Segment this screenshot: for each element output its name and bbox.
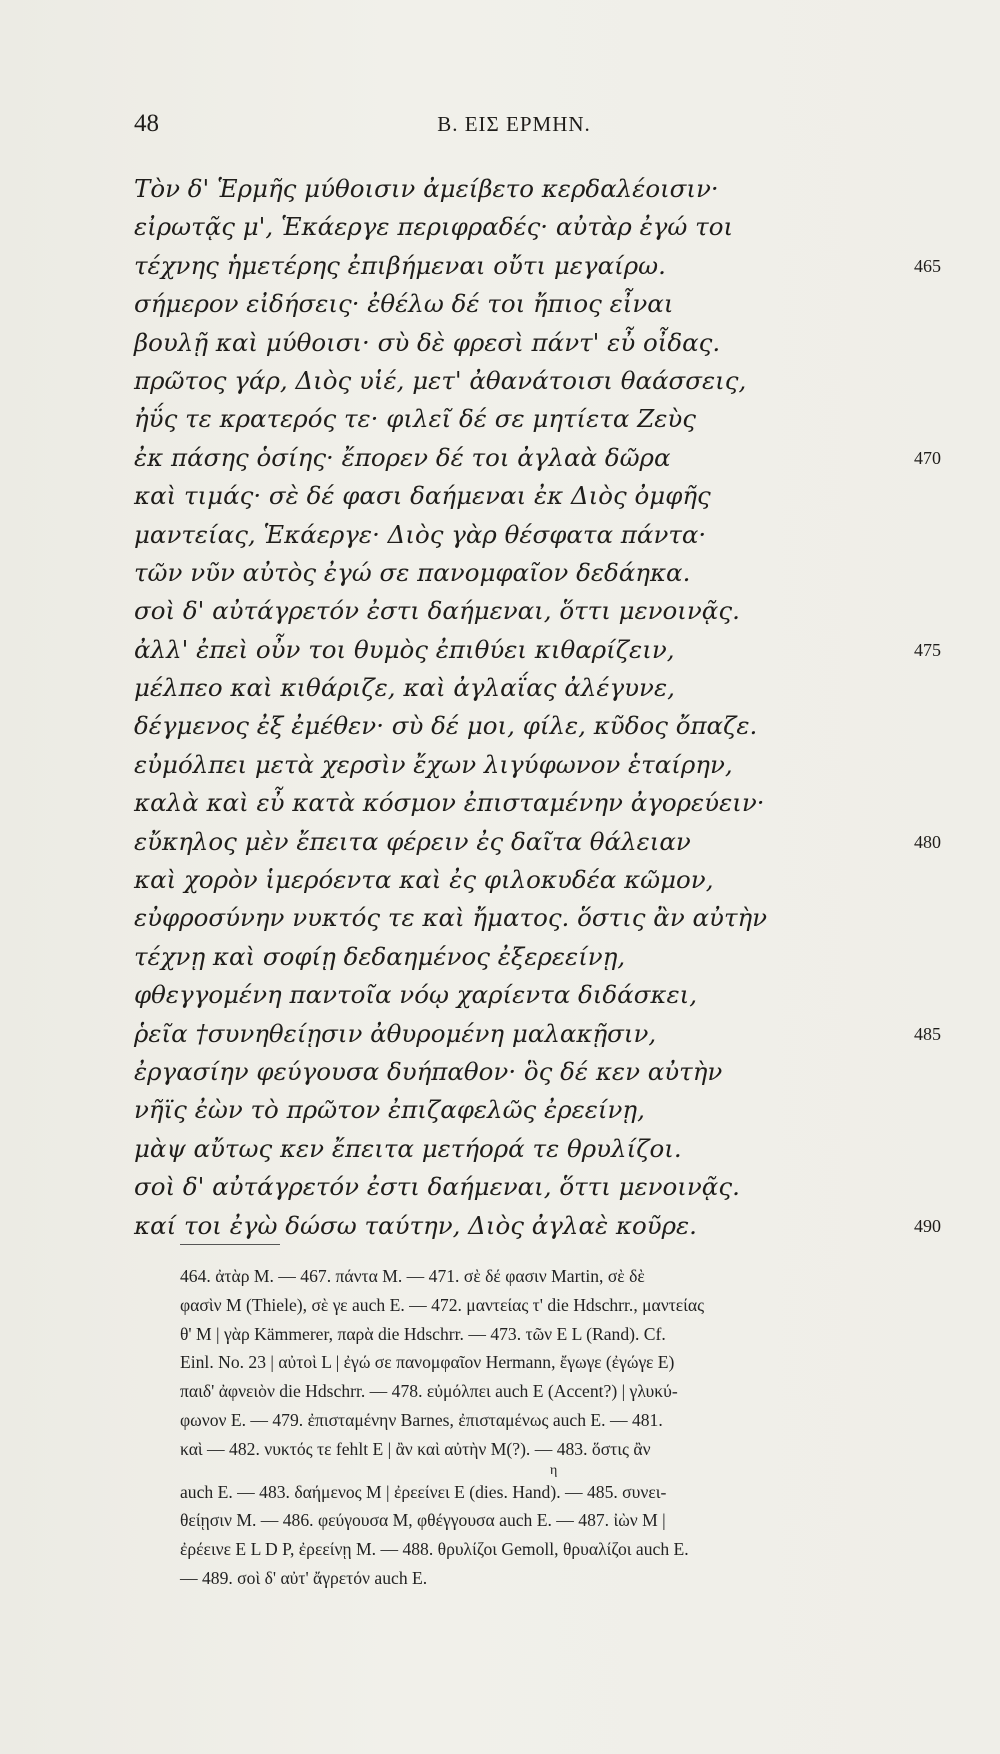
verse-line	[134, 784, 944, 822]
verse-line	[134, 554, 944, 592]
verse-line	[134, 669, 944, 707]
verse-line	[134, 1091, 944, 1129]
line-number: 485	[914, 1023, 941, 1044]
verse-text: τῶν νῦν αὐτὸς ἐγώ σε πανομφαῖον δεδάηκα.	[134, 557, 691, 587]
verse-line	[134, 976, 944, 1014]
verse-line	[134, 631, 944, 669]
verse-text: μὰψ αὔτως κεν ἔπειτα μετήορά τε θρυλίζοι.	[134, 1133, 682, 1163]
verse-line	[134, 746, 944, 784]
line-number: 475	[914, 639, 941, 660]
superscript-correction: η	[550, 1462, 558, 1478]
apparatus-line: θείῃσιν M. — 486. φεύγουσα M, φθέγγουσα auch E. — 487. ἰὼν M |	[180, 1510, 666, 1531]
verse-text: καὶ χορὸν ἱμερόεντα καὶ ἐς φιλοκυδέα κῶμον,	[134, 865, 714, 895]
verse-line	[134, 1168, 944, 1206]
verse-line	[134, 362, 944, 400]
verse-line	[134, 324, 944, 362]
verse-text: ἐργασίην φεύγουσα δυήπαθον· ὃς δέ κεν αὐτὴν	[134, 1056, 723, 1086]
verse-line	[134, 208, 944, 246]
line-number: 490	[914, 1215, 941, 1236]
page-header	[134, 110, 894, 150]
verse-line	[134, 439, 944, 477]
verse-line	[134, 938, 944, 976]
verse-line	[134, 1207, 944, 1245]
verse-line	[134, 707, 944, 745]
verse-text: πρῶτος γάρ, Διὸς υἱέ, μετ' ἀθανάτοισι θαάσσεις,	[134, 365, 747, 395]
verse-text: σοὶ δ' αὐτάγρετόν ἐστι δαήμεναι, ὅττι μενοινᾷς.	[134, 1172, 740, 1202]
verse-text: Τὸν δ' Ἑρμῆς μύθοισιν ἀμείβετο κερδαλέοισιν·	[134, 174, 719, 203]
verse-line	[134, 1053, 944, 1091]
line-number: 470	[914, 447, 941, 468]
verse-text: εἰρωτᾷς μ', Ἑκάεργε περιφραδές· αὐτὰρ ἐγώ τοι	[134, 212, 734, 242]
verse-line	[134, 477, 944, 515]
footnote-rule	[180, 1244, 280, 1245]
verse-line	[134, 285, 944, 323]
verse-line	[134, 400, 944, 438]
apparatus-line: 464. ἀτὰρ M. — 467. πάντα M. — 471. σὲ δέ φασιν Martin, σὲ δὲ	[180, 1266, 645, 1286]
verse-block	[134, 170, 944, 1245]
verse-line	[134, 1015, 944, 1053]
verse-text: βουλῇ καὶ μύθοισι· σὺ δὲ φρεσὶ πάντ' εὖ οἶδας.	[134, 327, 721, 357]
page-number: 48	[134, 110, 159, 137]
line-number: 465	[914, 255, 941, 276]
verse-line	[134, 516, 944, 554]
apparatus-line: Einl. No. 23 | αὐτοὶ L | ἐγώ σε πανομφαῖον Hermann, ἔγωγε (ἐγώγε E)	[180, 1352, 675, 1373]
verse-line	[134, 592, 944, 630]
verse-text: καί τοι ἐγὼ δώσω ταύτην, Διὸς ἀγλαὲ κοῦρε.	[134, 1210, 697, 1240]
line-number: 480	[914, 831, 941, 852]
apparatus-line: καὶ — 482. νυκτός τε fehlt E | ἂν καὶ αὐτὴν M(?). — 483. ὅστις ἂν	[180, 1438, 651, 1459]
apparatus-line: φωνον E. — 479. ἐπισταμένην Barnes, ἐπισταμένως auch E. — 481.	[180, 1409, 663, 1430]
verse-text: τέχνης ἡμετέρης ἐπιβήμεναι οὔτι μεγαίρω.	[134, 250, 666, 280]
verse-text: δέγμενος ἐξ ἐμέθεν· σὺ δέ μοι, φίλε, κῦδος ὄπαζε.	[134, 711, 758, 741]
verse-text: σοὶ δ' αὐτάγρετόν ἐστι δαήμεναι, ὅττι μενοινᾷς.	[134, 596, 740, 626]
verse-text: φθεγγομένη παντοῖα νόῳ χαρίεντα διδάσκει,	[134, 980, 698, 1010]
apparatus-line: θ' M | γὰρ Kämmerer, παρὰ die Hdschrr. — 473. τῶν E L (Rand). Cf.	[180, 1323, 666, 1344]
verse-text: ἀλλ' ἐπεὶ οὖν τοι θυμὸς ἐπιθύει κιθαρίζειν,	[134, 634, 675, 664]
verse-text: νῆϊς ἐὼν τὸ πρῶτον ἐπιζαφελῶς ἐρεείνῃ,	[134, 1095, 645, 1125]
verse-line	[134, 247, 944, 285]
verse-text: καὶ τιμάς· σὲ δέ φασι δαήμεναι ἐκ Διὸς ὀμφῆς	[134, 481, 711, 511]
apparatus-line: ἐρέεινε E L D P, ἐρεείνῃ M. — 488. θρυλίζοι Gemoll, θρυαλίζοι auch E.	[180, 1539, 689, 1560]
apparatus-line: φασὶν M (Thiele), σὲ γε auch E. — 472. μαντείας τ' die Hdschrr., μαντείας	[180, 1294, 705, 1315]
apparatus-line: auch E. — 483. δαήμενος M | ἐρεείνει E (dies. Hand). — 485. συνει-	[180, 1481, 667, 1502]
verse-text: σήμερον εἰδήσεις· ἐθέλω δέ τοι ἤπιος εἶναι	[134, 289, 674, 319]
verse-line	[134, 899, 944, 937]
verse-text: ῥεῖα †συνηθείῃσιν ἀθυρομένη μαλακῇσιν,	[134, 1018, 657, 1048]
verse-text: εὐμόλπει μετὰ χερσὶν ἔχων λιγύφωνον ἑταίρην,	[134, 749, 733, 779]
verse-text: εὐφροσύνην νυκτός τε καὶ ἤματος. ὅστις ἂν αὐτὴν	[134, 903, 768, 933]
verse-text: ἠΰς τε κρατερός τε· φιλεῖ δέ σε μητίετα Ζεὺς	[134, 404, 696, 434]
verse-text: μέλπεο καὶ κιθάριζε, καὶ ἀγλαΐας ἀλέγυνε,	[134, 673, 675, 703]
apparatus-line: — 489. σοὶ δ' αὐτ' ἄγρετόν auch E.	[180, 1567, 428, 1588]
verse-text: εὔκηλος μὲν ἔπειτα φέρειν ἐς δαῖτα θάλειαν	[134, 826, 691, 856]
running-title: B. ΕΙΣ ΕΡΜΗΝ.	[437, 112, 591, 136]
verse-line	[134, 1130, 944, 1168]
verse-text: μαντείας, Ἑκάεργε· Διὸς γὰρ θέσφατα πάντα·	[134, 519, 707, 549]
verse-line	[134, 861, 944, 899]
verse-text: ἐκ πάσης ὁσίης· ἔπορεν δέ τοι ἀγλαὰ δῶρα	[134, 442, 671, 472]
verse-line	[134, 170, 944, 208]
verse-text: καλὰ καὶ εὖ κατὰ κόσμον ἐπισταμένην ἀγορεύειν·	[134, 788, 765, 818]
critical-apparatus	[180, 1262, 880, 1593]
apparatus-line: παιδ' ἀφνειὸν die Hdschrr. — 478. εὐμόλπει auch E (Accent?) | γλυκύ-	[180, 1381, 678, 1402]
verse-line	[134, 823, 944, 861]
verse-text: τέχνῃ καὶ σοφίῃ δεδαημένος ἐξερεείνῃ,	[134, 941, 626, 971]
